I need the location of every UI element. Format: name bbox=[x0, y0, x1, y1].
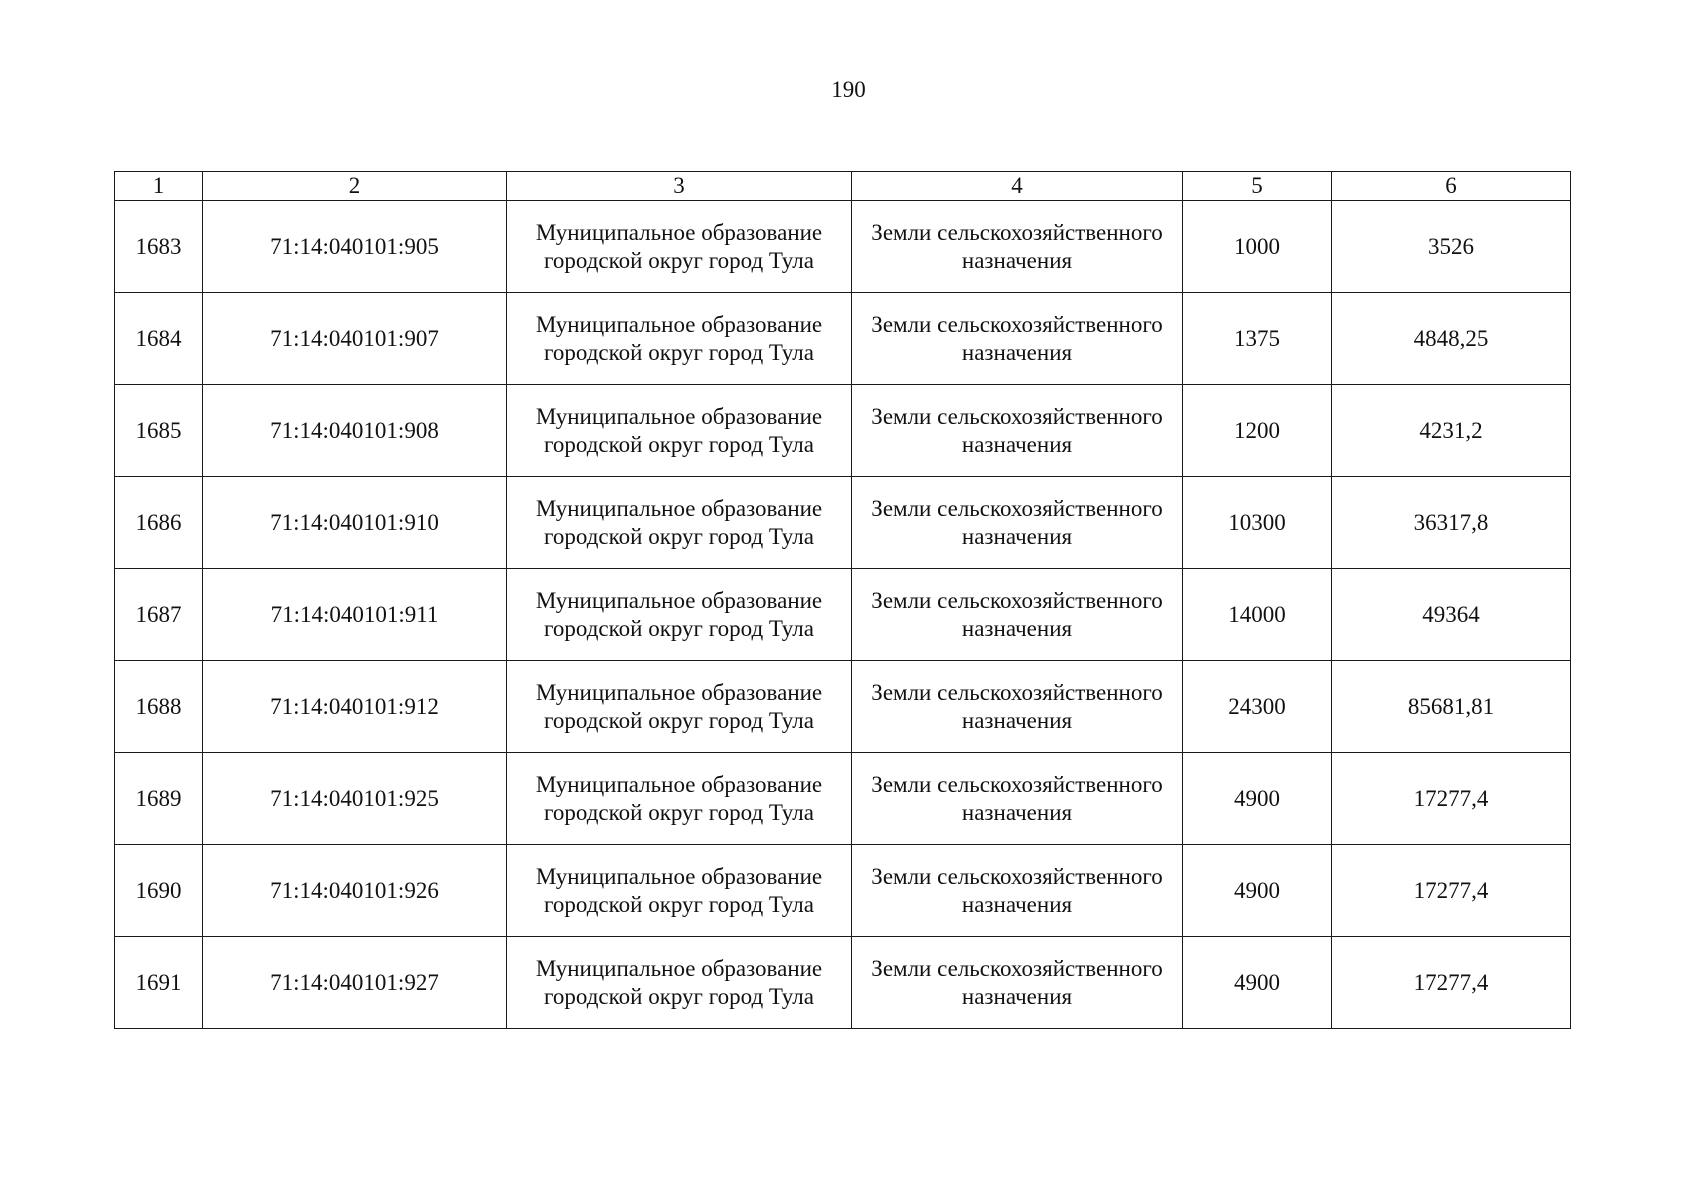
column-header-5: 5 bbox=[1183, 172, 1332, 201]
row-number-cell: 1687 bbox=[115, 569, 203, 661]
row-number-cell: 1690 bbox=[115, 845, 203, 937]
owner-cell: Муниципальное образование городской округ город Тула bbox=[507, 385, 852, 477]
cadastral-number-cell: 71:14:040101:907 bbox=[203, 293, 507, 385]
column-header-1: 1 bbox=[115, 172, 203, 201]
value-cell: 17277,4 bbox=[1332, 937, 1571, 1029]
page-number: 190 bbox=[831, 77, 866, 102]
owner-cell: Муниципальное образование городской округ город Тула bbox=[507, 845, 852, 937]
land-category-cell: Земли сельскохозяйственного назначения bbox=[852, 661, 1183, 753]
value-cell: 17277,4 bbox=[1332, 753, 1571, 845]
area-cell: 1375 bbox=[1183, 293, 1332, 385]
table-row bbox=[115, 661, 1571, 753]
cadastral-number-cell: 71:14:040101:925 bbox=[203, 753, 507, 845]
cadastral-number-cell: 71:14:040101:908 bbox=[203, 385, 507, 477]
area-cell: 10300 bbox=[1183, 477, 1332, 569]
column-header-4: 4 bbox=[852, 172, 1183, 201]
owner-cell: Муниципальное образование городской округ город Тула bbox=[507, 661, 852, 753]
table-row bbox=[115, 477, 1571, 569]
table-body bbox=[115, 201, 1571, 1029]
table-row bbox=[115, 845, 1571, 937]
table-row bbox=[115, 753, 1571, 845]
row-number-cell: 1691 bbox=[115, 937, 203, 1029]
owner-cell: Муниципальное образование городской округ город Тула bbox=[507, 753, 852, 845]
value-cell: 17277,4 bbox=[1332, 845, 1571, 937]
area-cell: 1200 bbox=[1183, 385, 1332, 477]
column-header-3: 3 bbox=[507, 172, 852, 201]
value-cell: 3526 bbox=[1332, 201, 1571, 293]
area-cell: 24300 bbox=[1183, 661, 1332, 753]
row-number-cell: 1685 bbox=[115, 385, 203, 477]
table-row bbox=[115, 293, 1571, 385]
area-cell: 1000 bbox=[1183, 201, 1332, 293]
owner-cell: Муниципальное образование городской округ город Тула bbox=[507, 937, 852, 1029]
cadastral-number-cell: 71:14:040101:910 bbox=[203, 477, 507, 569]
row-number-cell: 1686 bbox=[115, 477, 203, 569]
area-cell: 4900 bbox=[1183, 937, 1332, 1029]
area-cell: 4900 bbox=[1183, 753, 1332, 845]
row-number-cell: 1683 bbox=[115, 201, 203, 293]
row-number-cell: 1688 bbox=[115, 661, 203, 753]
value-cell: 85681,81 bbox=[1332, 661, 1571, 753]
value-cell: 4231,2 bbox=[1332, 385, 1571, 477]
owner-cell: Муниципальное образование городской округ город Тула bbox=[507, 293, 852, 385]
value-cell: 36317,8 bbox=[1332, 477, 1571, 569]
cadastral-number-cell: 71:14:040101:912 bbox=[203, 661, 507, 753]
land-category-cell: Земли сельскохозяйственного назначения bbox=[852, 569, 1183, 661]
land-category-cell: Земли сельскохозяйственного назначения bbox=[852, 753, 1183, 845]
value-cell: 49364 bbox=[1332, 569, 1571, 661]
header-row bbox=[115, 172, 1571, 201]
cadastral-number-cell: 71:14:040101:905 bbox=[203, 201, 507, 293]
owner-cell: Муниципальное образование городской округ город Тула bbox=[507, 569, 852, 661]
cadastral-number-cell: 71:14:040101:926 bbox=[203, 845, 507, 937]
land-category-cell: Земли сельскохозяйственного назначения bbox=[852, 937, 1183, 1029]
land-plots-table bbox=[114, 171, 1571, 1029]
table-header bbox=[115, 172, 1571, 201]
land-category-cell: Земли сельскохозяйственного назначения bbox=[852, 385, 1183, 477]
land-category-cell: Земли сельскохозяйственного назначения bbox=[852, 293, 1183, 385]
land-category-cell: Земли сельскохозяйственного назначения bbox=[852, 845, 1183, 937]
land-category-cell: Земли сельскохозяйственного назначения bbox=[852, 201, 1183, 293]
table-row bbox=[115, 569, 1571, 661]
owner-cell: Муниципальное образование городской округ город Тула bbox=[507, 201, 852, 293]
table-row bbox=[115, 201, 1571, 293]
row-number-cell: 1684 bbox=[115, 293, 203, 385]
area-cell: 4900 bbox=[1183, 845, 1332, 937]
column-header-2: 2 bbox=[203, 172, 507, 201]
table-row bbox=[115, 937, 1571, 1029]
land-category-cell: Земли сельскохозяйственного назначения bbox=[852, 477, 1183, 569]
column-header-6: 6 bbox=[1332, 172, 1571, 201]
table-row bbox=[115, 385, 1571, 477]
value-cell: 4848,25 bbox=[1332, 293, 1571, 385]
owner-cell: Муниципальное образование городской округ город Тула bbox=[507, 477, 852, 569]
area-cell: 14000 bbox=[1183, 569, 1332, 661]
cadastral-number-cell: 71:14:040101:911 bbox=[203, 569, 507, 661]
row-number-cell: 1689 bbox=[115, 753, 203, 845]
cadastral-number-cell: 71:14:040101:927 bbox=[203, 937, 507, 1029]
